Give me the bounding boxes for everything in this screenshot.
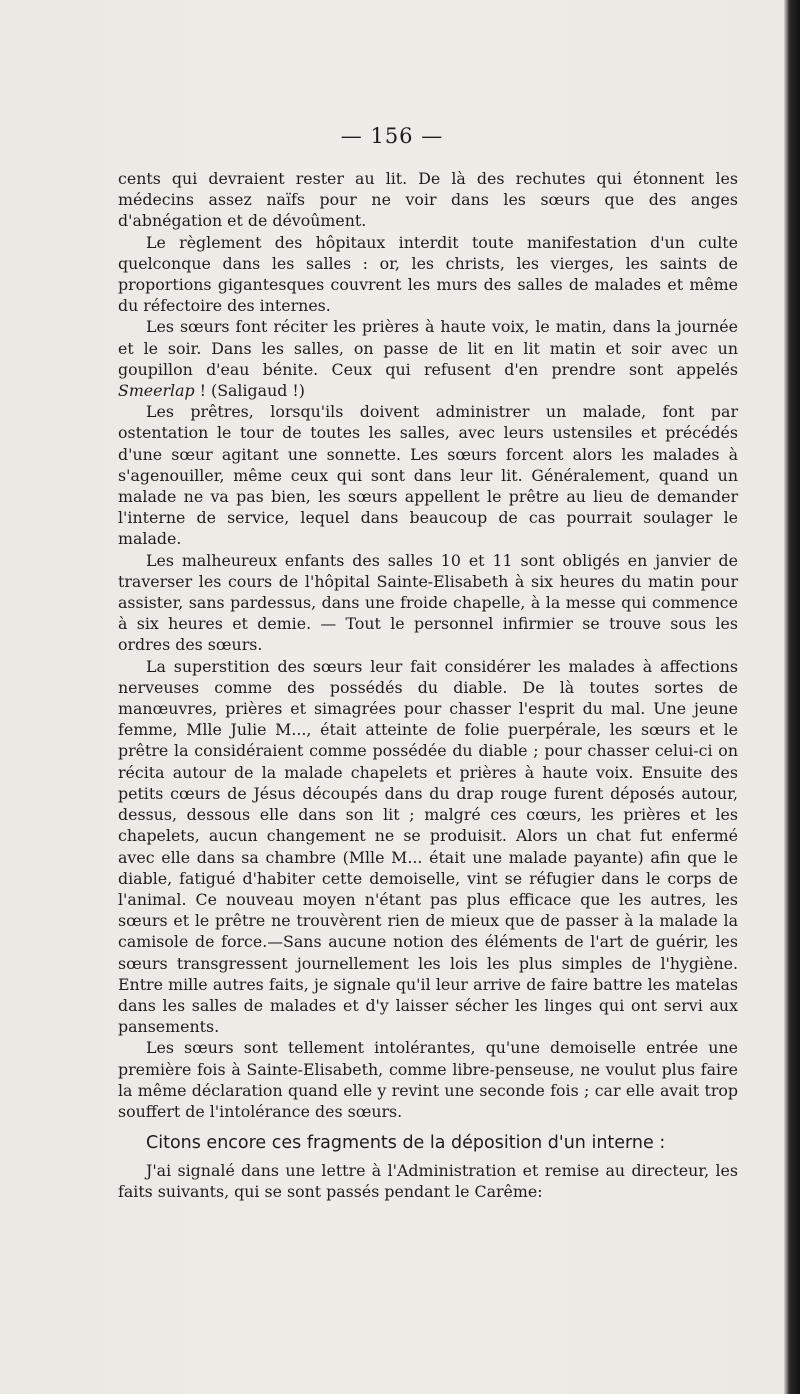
paragraph-2: Le règlement des hôpitaux interdit toute manifestation d'un culte quelconque dans les salles : or, les christs, les vierges, les saints de proportions gigantesques couvrent les murs des salles de malades et même du réfectoire des internes. [118, 232, 738, 316]
paragraph-8: J'ai signalé dans une lettre à l'Administration et remise au directeur, les faits suivants, qui se sont passés pendant le Carême: [118, 1161, 738, 1202]
paragraph-4: Les prêtres, lorsqu'ils doivent administrer un malade, font par ostentation le tour de toutes les salles, avec leurs ustensiles et précédés d'une sœur agitant une sonnette. Les sœurs forcent alors les malades à s'agenouiller, même ceux qui sont dans leur lit. Généralement, quand un malade ne va pas bien, les sœurs appellent le prêtre au lieu de demander l'interne de service, lequel dans beaucoup de cas pourrait soulager le malade. [118, 402, 738, 549]
paragraph-3 [118, 316, 738, 401]
paragraph-7: Les sœurs sont tellement intolérantes, qu'une demoiselle entrée une première fois à Sainte-Elisabeth, comme libre-penseuse, ne voulut plus faire la même déclaration quand elle y revint une seconde fois ; car elle avait trop souffert de l'intolérance des sœurs. [118, 1038, 738, 1121]
book-edge [784, 0, 800, 1394]
section-heading: Citons encore ces fragments de la déposition d'un interne : [146, 1133, 666, 1154]
paragraph-6: La superstition des sœurs leur fait considérer les malades à affections nerveuses comme des possédés du diable. De là toutes sortes de manœuvres, prières et simagrées pour chasser l'esprit du mal. Une jeune femme, Mlle Julie M..., était atteinte de folie puerpérale, les sœurs et le prêtre la considéraient comme possédée du diable ; pour chasser celui-ci on récita autour de la malade chapelets et prières à haute voix. Ensuite des petits cœurs de Jésus découpés dans du drap rouge furent déposés autour, dessus, dessous elle dans son lit ; malgré ces cœurs, les prières et les chapelets, aucun changement ne se produisit. Alors un chat fut enfermé avec elle dans sa chambre (Mlle M... était une malade payante) afin que le diable, fatigué d'habiter cette demoiselle, vint se réfugier dans le corps de l'animal. Ce nouveau moyen n'étant pas plus efficace que les autres, les sœurs et le prêtre ne trouvèrent rien de mieux que de passer à la malade la camisole de force.—Sans aucune notion des éléments de l'art de guérir, les sœurs transgressent journellement les lois les plus simples de l'hygiène. Entre mille autres faits, je signale qu'il leur arrive de faire battre les matelas dans les salles de malades et d'y laisser sécher les linges qui ont servi aux pansements. [118, 656, 738, 1037]
smeerlap-word: Smeerlap [118, 381, 195, 401]
paragraph-3-text: Les sœurs font réciter les prières à haute voix, le matin, dans la journée et le soir. Dans les salles, on passe de lit en lit matin et soir avec un goupillon d'eau bénite. Ceux qui refusent d'en prendre sont appelés [118, 317, 738, 379]
body-text [118, 168, 738, 1203]
paragraph-5: Les malheureux enfants des salles 10 et 11 sont obligés en janvier de traverser les cours de l'hôpital Sainte-Elisabeth à six heures du matin pour assister, sans pardessus, dans une froide chapelle, à la messe qui commence à six heures et demie. — Tout le personnel infirmier se trouve sous les ordres des sœurs. [118, 550, 738, 655]
paragraph-3-tail: ! (Saligaud !) [194, 381, 305, 401]
paragraph-1: cents qui devraient rester au lit. De là des rechutes qui étonnent les médecins assez naïfs pour ne voir dans les sœurs que des anges d'abnégation et de dévoûment. [118, 169, 738, 231]
page-number: — 156 — [340, 124, 444, 148]
